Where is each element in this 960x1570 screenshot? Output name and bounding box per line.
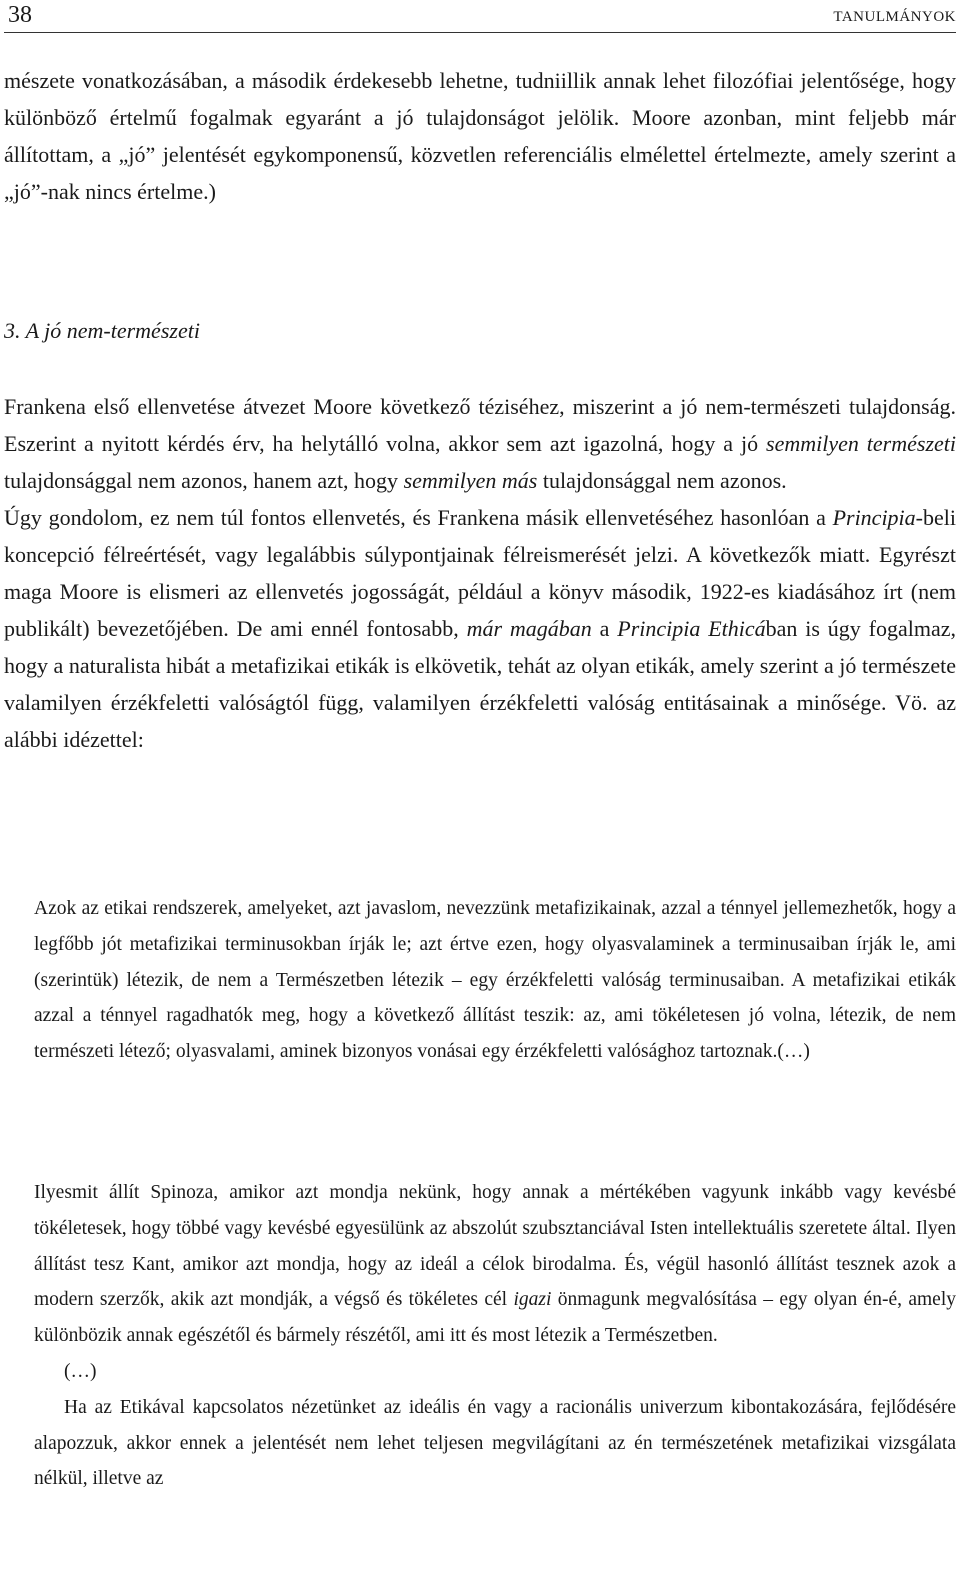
- paragraph-2: Úgy gondolom, ez nem túl fontos ellenvetés, és Frankena másik ellenvetéséhez hasonlóan a Principia-beli koncepció félreértését, vagy legalábbis súlypontjainak félreismerését jelzi. A következők miatt. Egyrészt maga Moore is elismeri az ellenvetés jogosságát, például a könyv második, 1922-es kiadásához írt (nem publikált) bevezetőjében. De ami ennél fontosabb, már magában a Principia Ethicában is úgy fogalmaz, hogy a naturalista hibát a metafizikai etikák is elkövetik, tehát az olyan etikák, amely szerint a jó természete valamilyen érzékfeletti valóságtól függ, valamilyen érzékfeletti valóság entitásainak a minősége. Vö. az alábbi idézettel:: [4, 505, 956, 752]
- quote-ellipsis: (…): [64, 1360, 97, 1382]
- block-quote-2: [34, 1175, 956, 1497]
- section-heading: 3. A jó nem-természeti: [4, 318, 200, 343]
- intro-paragraph-block: [4, 62, 956, 210]
- body-text: [4, 388, 956, 758]
- running-head: TANULMÁNYOK: [833, 9, 956, 25]
- page-number: 38: [8, 2, 32, 28]
- page-header: [4, 0, 956, 33]
- paragraph-1: Frankena első ellenvetése átvezet Moore következő téziséhez, miszerint a jó nem-természeti tulajdonság. Eszerint a nyitott kérdés érv, ha helytálló volna, akkor sem azt igazolná, hogy a jó semmilyen természeti tulajdonsággal nem azonos, hanem azt, hogy semmilyen más tulajdonsággal nem azonos.: [4, 394, 957, 493]
- block-quote-1: [34, 891, 956, 1070]
- quote-paragraph-1: Azok az etikai rendszerek, amelyeket, azt javaslom, nevezzünk metafizikainak, azzal a ténnyel jellemezhetők, hogy a legfőbb jót metafizikai terminusokban írják le; azt értve ezen, hogy olyasvalaminek a terminusaiban írják le, ami (szerintük) létezik, de nem a Természetben létezik – egy érzékfeletti valóság terminusaiban. A metafizikai etikák azzal a ténnyel ragadhatók meg, hogy a következő állítást teszik: az, ami tökéletesen jó volna, létezik, de nem természeti létező; olyasvalami, aminek bizonyos vonásai egy érzékfeletti valósághoz tartoznak.(…): [34, 898, 956, 1063]
- quote-paragraph-2: Ilyesmit állít Spinoza, amikor azt mondja nekünk, hogy annak a mértékében vagyunk inkább vagy kevésbé tökéletesek, hogy többé vagy kevésbé egyesülünk az abszolút szubsztanciával Isten intellektuális szeretete által. Ilyen állítást tesz Kant, amikor azt mondja, hogy az ideál a célok birodalma. És, végül hasonló állítást tesznek azok a modern szerzők, akik azt mondják, a végső és tökéletes cél igazi önmagunk megvalósítása – egy olyan én-é, amely különbözik annak egészétől és bármely részétől, ami itt és most létezik a Természetben.: [34, 1182, 956, 1347]
- intro-paragraph: mészete vonatkozásában, a második érdekesebb lehetne, tudniillik annak lehet filozófiai jelentősége, hogy különböző értelmű fogalmak egyaránt a jó tulajdonságot jelölik. Moore azonban, mint feljebb már állítottam, a „jó” jelentését egykomponensű, közvetlen referenciális elmélettel értelmezte, amely szerint a „jó”-nak nincs értelme.): [4, 68, 956, 204]
- quote-paragraph-3: Ha az Etikával kapcsolatos nézetünket az ideális én vagy a racionális univerzum kibontakozására, fejlődésére alapozzuk, akkor ennek a jelentését nem lehet teljesen megvilágítani az én természetének metafizikai vizsgálata nélkül, illetve az: [34, 1396, 956, 1490]
